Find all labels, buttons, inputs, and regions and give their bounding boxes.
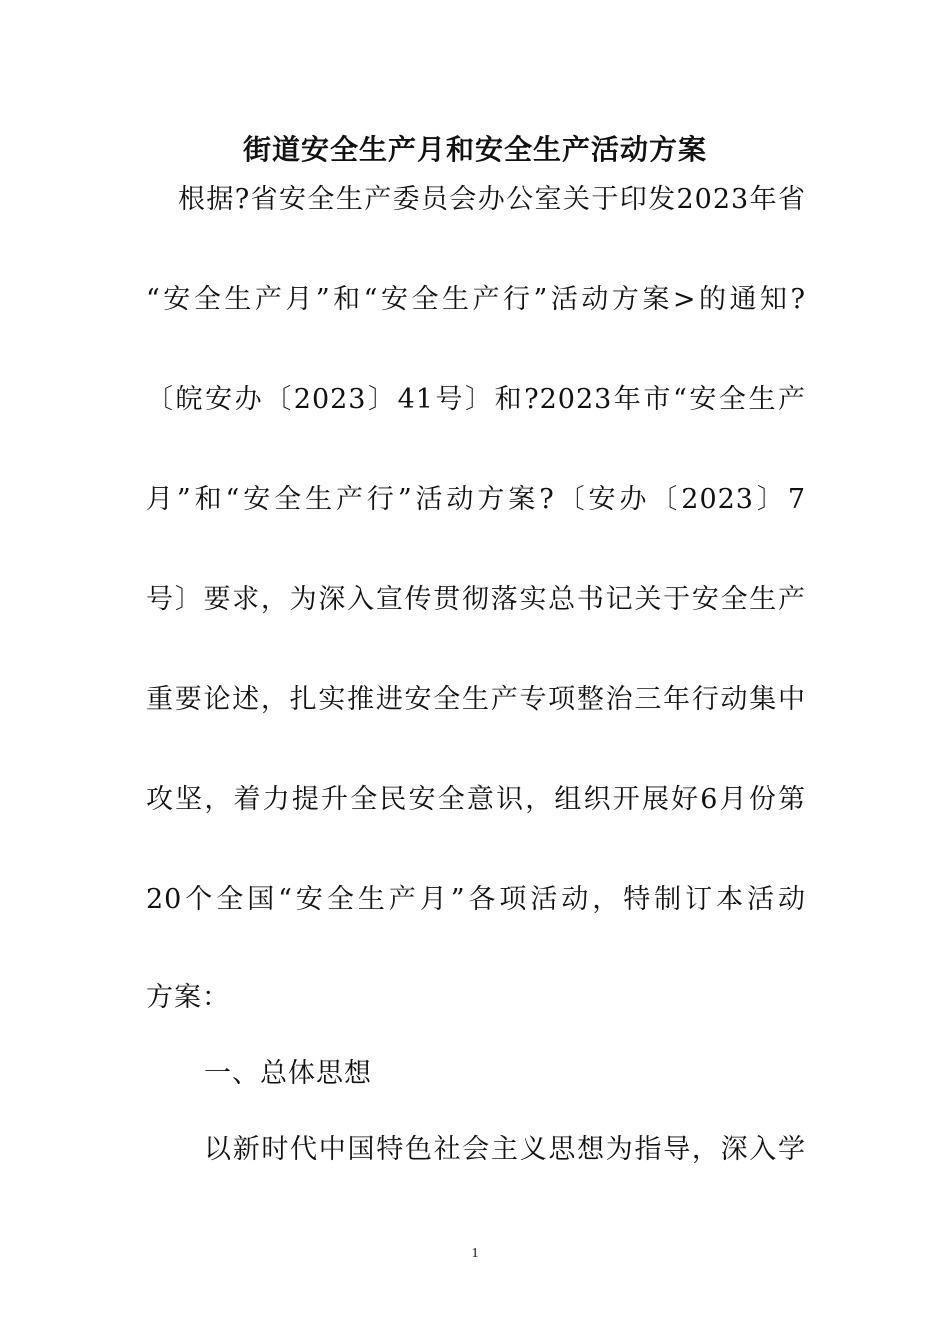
paragraph-line-8: 20个全国“安全生产月”各项活动，特制订本活动 [146, 884, 806, 915]
paragraph-line-7: 攻坚，着力提升全民安全意识，组织开展好6月份第 [146, 784, 806, 815]
paragraph-line-9: 方案： [146, 982, 230, 1013]
paragraph-line-6: 重要论述，扎实推进安全生产专项整治三年行动集中 [146, 684, 806, 715]
paragraph-line-3: 〔皖安办〔2023〕41号〕和?2023年市“安全生产 [146, 384, 806, 415]
paragraph-line-2: “安全生产月”和“安全生产行”活动方案>的通知? [146, 284, 806, 315]
paragraph-line-1: 根据?省安全生产委员会办公室关于印发2023年省 [178, 184, 806, 215]
paragraph-line-11: 以新时代中国特色社会主义思想为指导，深入学 [204, 1134, 806, 1165]
paragraph-line-5: 号〕要求，为深入宣传贯彻落实总书记关于安全生产 [146, 584, 806, 615]
page-number: 1 [471, 1246, 479, 1261]
document-title: 街道安全生产月和安全生产活动方案 [242, 133, 707, 166]
paragraph-line-4: 月”和“安全生产行”活动方案?〔安办〔2023〕7 [146, 484, 806, 515]
section-heading: 一、总体思想 [204, 1058, 372, 1089]
